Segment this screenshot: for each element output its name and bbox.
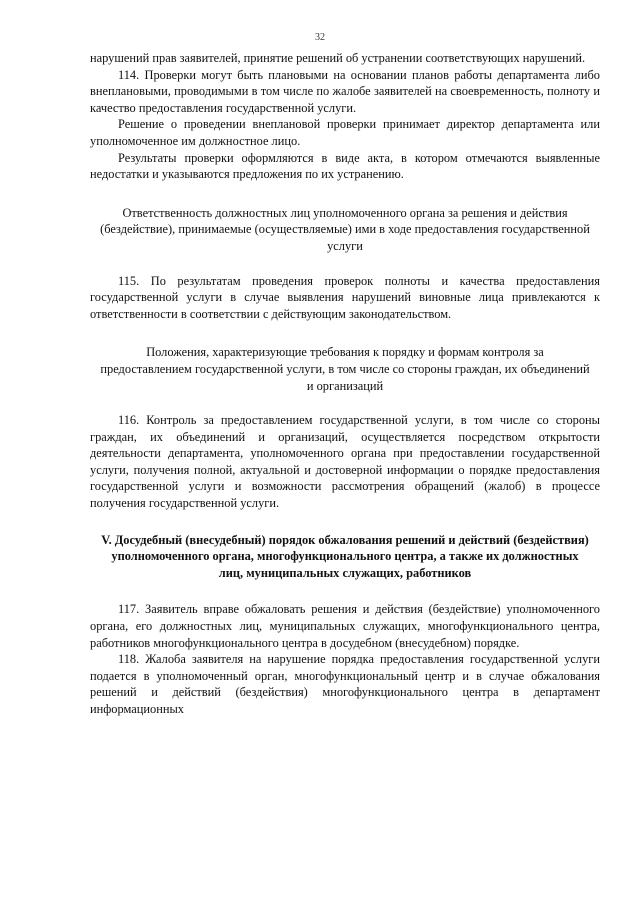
paragraph-continuation: нарушений прав заявителей, принятие решений об устранении соответствующих нарушений. bbox=[90, 51, 586, 65]
section-heading-control: Положения, характеризующие требования к порядку и формам контроля за предоставлением государственной услуги, в том числе со стороны граждан, их объединений и организаций bbox=[100, 345, 590, 393]
paragraph-decision: Решение о проведении внеплановой проверки принимает директор департамента или уполномоченное им должностное лицо. bbox=[90, 117, 600, 148]
paragraph-114: 114. Проверки могут быть плановыми на основании планов работы департамента либо внеплановыми, проводимыми в том числе по жалобе заявителей на своевременность, полноту и качество предоставления государственной услуги. bbox=[90, 67, 600, 115]
page-number: 32 bbox=[315, 32, 325, 43]
paragraph-117: 117. Заявитель вправе обжаловать решения и действия (бездействие) уполномоченного органа, его должностных лиц, муниципальных служащих, многофункционального центра, работников многофункционального центра в досудебном (внесудебном) порядке. bbox=[90, 602, 600, 650]
paragraph-results: Результаты проверки оформляются в виде акта, в котором отмечаются выявленные недостатки и указываются предложения по их устранению. bbox=[90, 150, 600, 182]
paragraph-115: 115. По результатам проведения проверок полноты и качества предоставления государственной услуги в случае выявления нарушений виновные лица привлекаются к ответственности в соответствии с действующим законодательством. bbox=[90, 273, 600, 321]
paragraph-118: 118. Жалоба заявителя на нарушение порядка предоставления государственной услуги подается в уполномоченный орган, многофункциональный центр и в случае обжалования решений и действий (бездействия) многофункционального центра в департамент информационных bbox=[90, 652, 600, 716]
section-heading-responsibility: Ответственность должностных лиц уполномоченного органа за решения и действия (бездействие), принимаемые (осуществляемые) ими в ходе предоставления государственной услуги bbox=[100, 205, 590, 253]
paragraph-116: 116. Контроль за предоставлением государственной услуги, в том числе со стороны граждан, их объединений и организаций, осуществляется посредством открытости деятельности департамента, уполномоченного органа при предоставлении государственной услуги, получения полной, актуальной и достоверной информации о порядке предоставления государственной услуги и возможности рассмотрения обращений (жалоб) в процессе получения государственной услуги. bbox=[90, 413, 600, 511]
document-body bbox=[90, 50, 600, 718]
chapter-heading-v: V. Досудебный (внесудебный) порядок обжалования решений и действий (бездействия) уполномоченного органа, многофункционального центра, а также их должностных лиц, муниципальных служащих, работников bbox=[101, 532, 589, 580]
